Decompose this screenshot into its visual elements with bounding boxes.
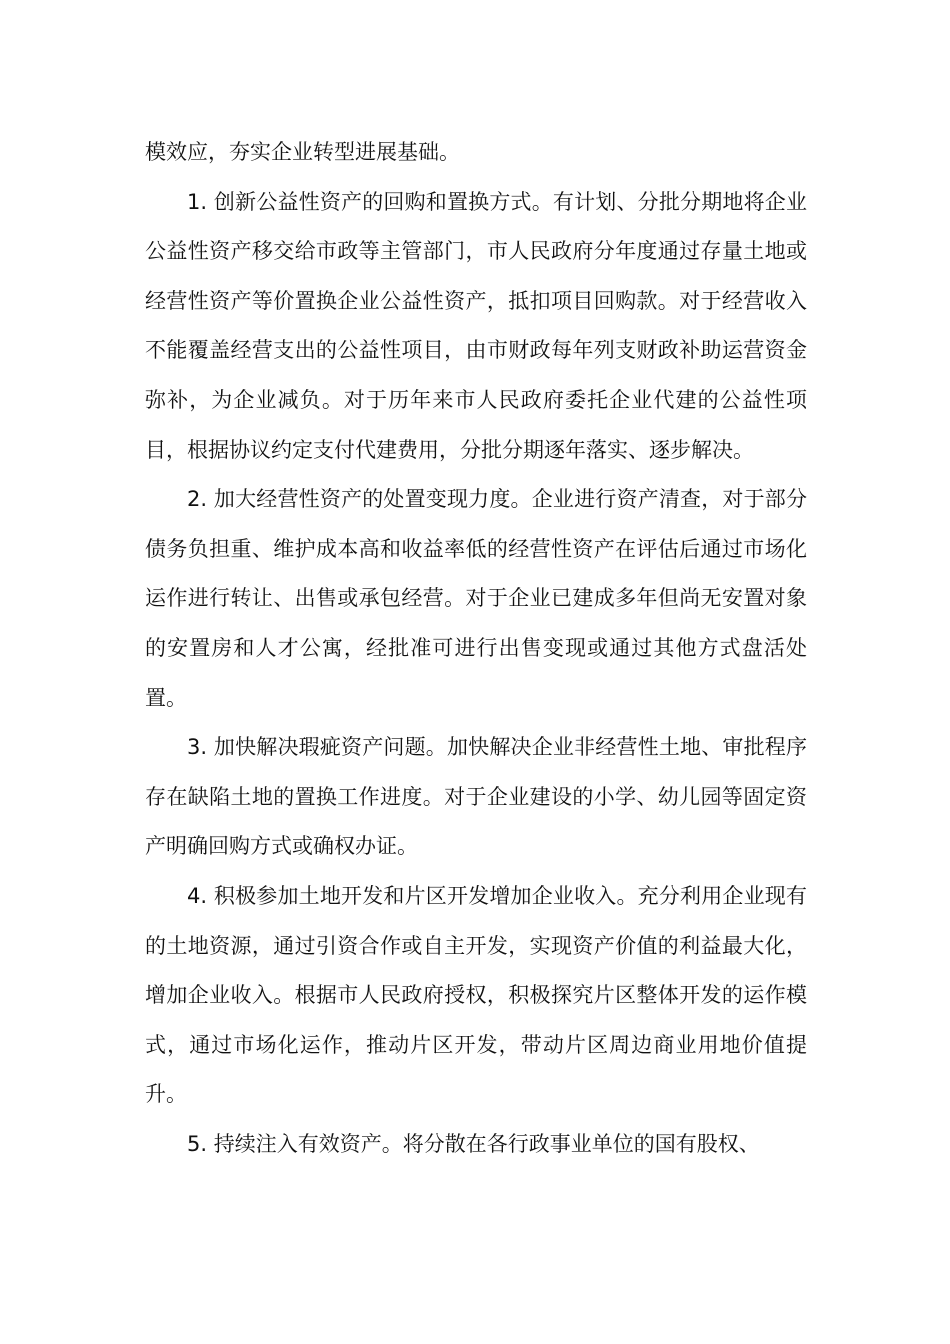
paragraph-item-3: 3. 加快解决瑕疵资产问题。加快解决企业非经营性土地、审批程序存在缺陷土地的置换工作进度。对于企业建设的小学、幼儿园等固定资产明确回购方式或确权办证。: [145, 735, 807, 859]
paragraph-item-4: 4. 积极参加土地开发和片区开发增加企业收入。充分利用企业现有的土地资源，通过引资合作或自主开发，实现资产价值的利益最大化，增加企业收入。根据市人民政府授权，积极探究片区整体开发的运作模式，通过市场化运作，推动片区开发，带动片区周边商业用地价值提升。: [145, 883, 807, 1107]
paragraph-item-1: 1. 创新公益性资产的回购和置换方式。有计划、分批分期地将企业公益性资产移交给市政等主管部门，市人民政府分年度通过存量土地或经营性资产等价置换企业公益性资产，抵扣项目回购款。对于经营收入不能覆盖经营支出的公益性项目，由市财政每年列支财政补助运营资金弥补，为企业减负。对于历年来市人民政府委托企业代建的公益性项目，根据协议约定支付代建费用，分批分期逐年落实、逐步解决。: [145, 189, 807, 462]
paragraph-item-5: 5. 持续注入有效资产。将分散在各行政事业单位的国有股权、: [187, 1131, 760, 1156]
document-body: [145, 128, 807, 1169]
paragraph-continuation: 模效应，夯实企业转型进展基础。: [145, 140, 460, 164]
paragraph-item-2: 2. 加大经营性资产的处置变现力度。企业进行资产清查，对于部分债务负担重、维护成本高和收益率低的经营性资产在评估后通过市场化运作进行转让、出售或承包经营。对于企业已建成多年但尚无安置对象的安置房和人才公寓，经批准可进行出售变现或通过其他方式盘活处置。: [145, 487, 807, 710]
